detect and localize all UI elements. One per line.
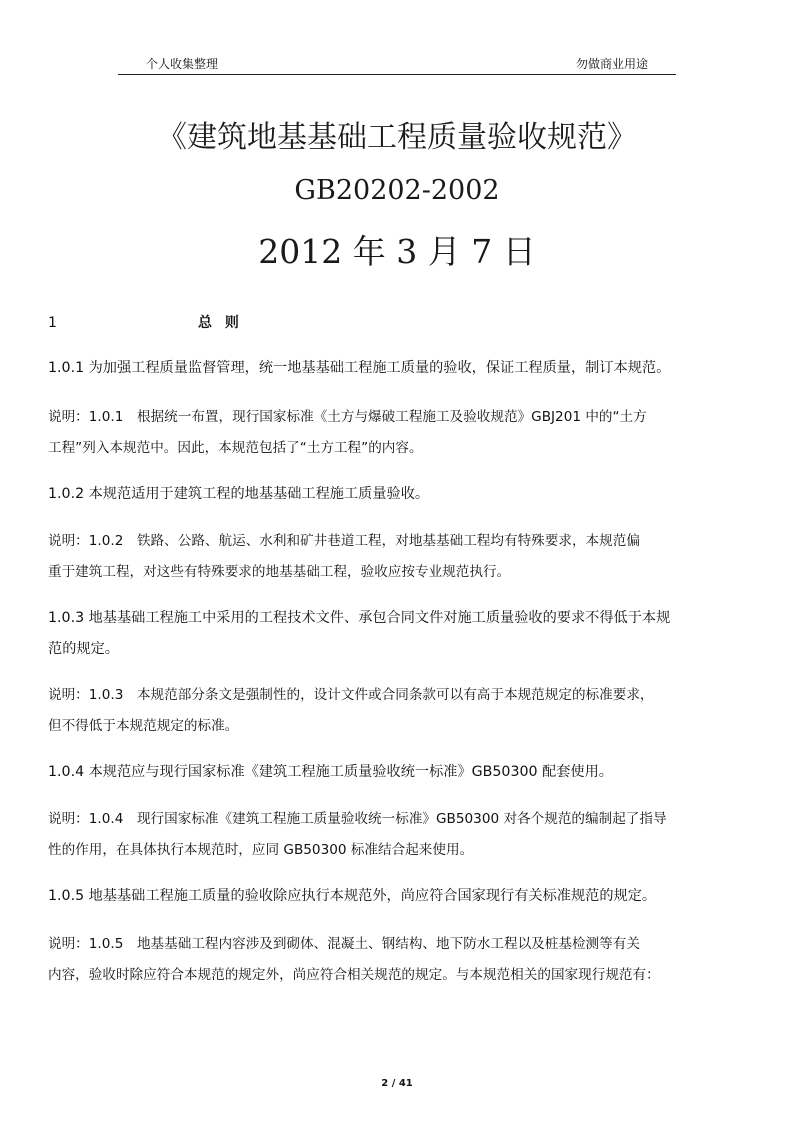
paragraph-line: 1.0.2 本规范适用于建筑工程的地基基础工程施工质量验收。: [48, 486, 430, 502]
document-title: 《建筑地基基础工程质量验收规范》: [157, 120, 637, 155]
paragraph-line: 说明：1.0.2 铁路、公路、航运、水利和矿井巷道工程，对地基基础工程均有特殊要求，本规范偏: [48, 533, 640, 549]
header-left-text: 个人收集整理: [146, 57, 219, 71]
paragraph-line: 1.0.3 地基基础工程施工中采用的工程技术文件、承包合同文件对施工质量验收的要求不得低于本规: [48, 610, 671, 626]
section-number: 1: [48, 315, 57, 331]
clause-1-0-2: [48, 479, 752, 510]
note-1-0-2: [48, 526, 752, 588]
paragraph-line: 说明：1.0.3 本规范部分条文是强制性的，设计文件或合同条款可以有高于本规范规定的标准要求，: [48, 687, 654, 703]
clause-1-0-3: [48, 603, 752, 665]
paragraph-line: 性的作用，在具体执行本规范时，应同 GB50300 标准结合起来使用。: [48, 842, 474, 858]
paragraph-line: 工程”列入本规范中。因此，本规范包括了“土方工程”的内容。: [48, 440, 423, 456]
page-header: [118, 56, 676, 75]
paragraph-line: 1.0.5 地基基础工程施工质量的验收除应执行本规范外，尚应符合国家现行有关标准规范的规定。: [48, 888, 657, 904]
paragraph-line: 范的规定。: [48, 641, 119, 657]
paragraph-line: 但不得低于本规范规定的标准。: [48, 718, 239, 734]
note-1-0-3: [48, 680, 752, 742]
paragraph-line: 1.0.4 本规范应与现行国家标准《建筑工程施工质量验收统一标准》GB50300 配套使用。: [48, 764, 613, 780]
header-right-text: 勿做商业用途: [575, 57, 648, 71]
note-1-0-1: [48, 402, 752, 464]
note-1-0-4: [48, 804, 752, 866]
clause-1-0-1: [48, 353, 752, 384]
section-name: 总 则: [198, 315, 243, 331]
paragraph-line: 内容，验收时除应符合本规范的规定外，尚应符合相关规范的规定。与本规范相关的国家现行规范有：: [48, 967, 660, 983]
section-heading: [48, 311, 748, 335]
clause-1-0-4: [48, 757, 752, 788]
clause-1-0-5: [48, 881, 752, 912]
paragraph-line: 1.0.1 为加强工程质量监督管理，统一地基基础工程施工质量的验收，保证工程质量，制订本规范。: [48, 360, 671, 376]
paragraph-line: 说明：1.0.4 现行国家标准《建筑工程施工质量验收统一标准》GB50300 对各个规范的编制起了指导: [48, 811, 667, 827]
standard-code: GB20202-2002: [294, 175, 500, 206]
paragraph-line: 说明：1.0.5 地基基础工程内容涉及到砌体、混凝土、钢结构、地下防水工程以及桩基检测等有关: [48, 936, 640, 952]
note-1-0-5: [48, 929, 752, 991]
paragraph-line: 说明：1.0.1 根据统一布置，现行国家标准《土方与爆破工程施工及验收规范》GBJ201 中的“土方: [48, 409, 647, 425]
paragraph-line: 重于建筑工程，对这些有特殊要求的地基基础工程，验收应按专业规范执行。: [48, 564, 511, 580]
page-number: 2 / 41: [381, 1078, 413, 1089]
document-date: 2012 年 3 月 7 日: [258, 232, 536, 271]
